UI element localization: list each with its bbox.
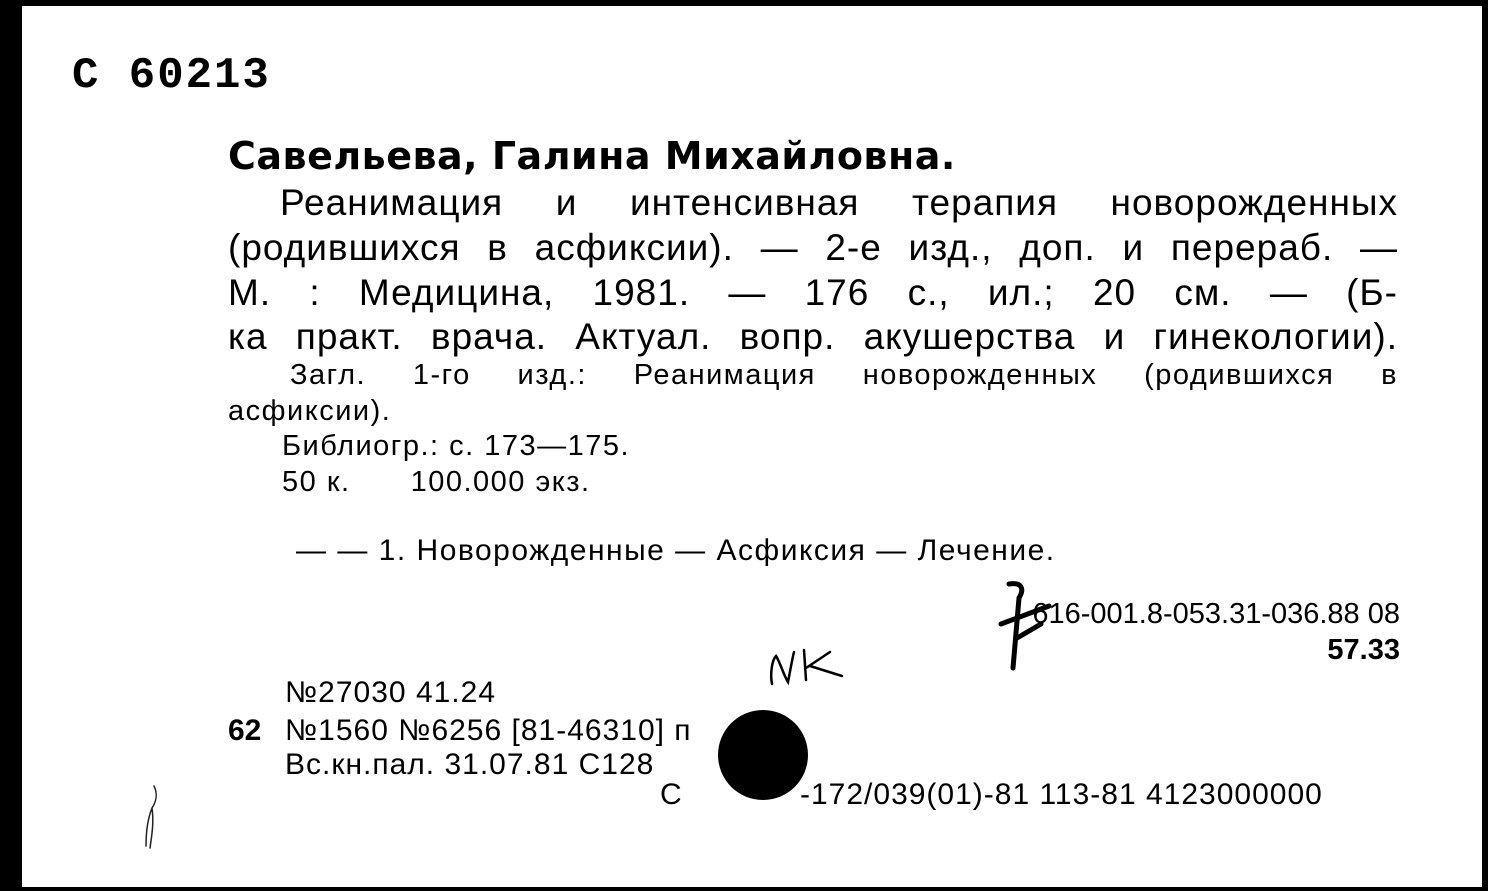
title-line-3: М. : Медицина, 1981. — 176 с., ил.; 20 см. — (Б- bbox=[228, 272, 1398, 313]
call-number: С 60213 bbox=[72, 51, 271, 101]
scan-border-left bbox=[0, 0, 22, 891]
publisher-code: -172/039(01)-81 113-81 4123000000 bbox=[800, 778, 1323, 811]
code-letter: С bbox=[660, 778, 682, 811]
accession-line-1: №27030 41.24 bbox=[285, 676, 497, 709]
price-and-copies bbox=[282, 468, 591, 497]
note-original-title-cont: асфиксии). bbox=[228, 395, 392, 427]
scan-border-right bbox=[1482, 0, 1488, 891]
price: 50 к. bbox=[282, 466, 351, 498]
accession-number: 62 bbox=[228, 714, 262, 747]
handwritten-correction-mark bbox=[995, 578, 1055, 674]
handwritten-initials bbox=[764, 640, 854, 696]
pencil-mark bbox=[138, 782, 168, 852]
title-line-2: (родившихся в асфиксии). — 2-е изд., доп. и перераб. — bbox=[228, 227, 1398, 268]
note-bibliography: Библиогр.: с. 173—175. bbox=[282, 430, 631, 462]
bbk-index: 57.33 bbox=[1327, 634, 1400, 666]
copies: 100.000 экз. bbox=[410, 466, 591, 498]
scan-border-top bbox=[0, 0, 1488, 6]
note-original-title: Загл. 1-го изд.: Реанимация новорожденных (родившихся в bbox=[290, 359, 1398, 391]
udc-index: 616-001.8-053.31-036.88 08 bbox=[1032, 598, 1400, 630]
title-line-1: Реанимация и интенсивная терапия новорожденных bbox=[280, 182, 1398, 223]
title-line-4: ка практ. врача. Актуал. вопр. акушерства и гинекологии). bbox=[228, 316, 1398, 357]
accession-line-2: №1560 №6256 [81-46310] п bbox=[285, 714, 692, 747]
subject-heading: — — 1. Новорожденные — Асфиксия — Лечение. bbox=[296, 534, 1056, 567]
accession-line-3: Вс.кн.пал. 31.07.81 С128 bbox=[285, 748, 655, 781]
punch-hole bbox=[716, 708, 810, 802]
author-heading: Савельева, Галина Михайловна. bbox=[228, 134, 956, 178]
scan-border-bottom bbox=[0, 887, 1488, 891]
